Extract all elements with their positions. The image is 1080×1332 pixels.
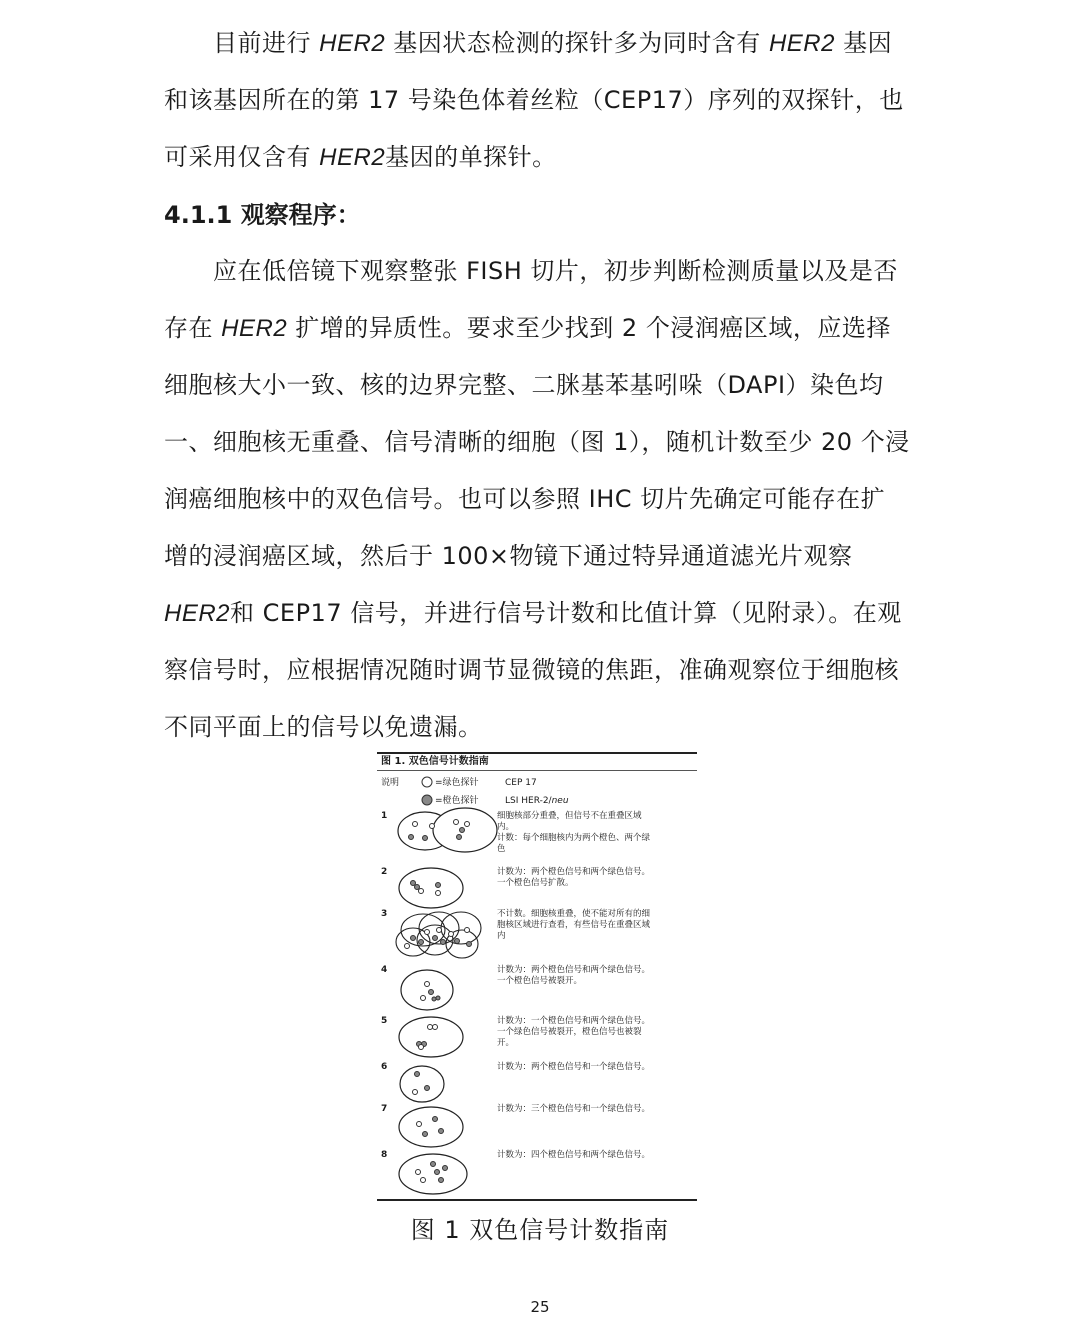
text-run: 细胞核大小一致、核的边界完整、二脒基苯基吲哚（DAPI）染色均 (164, 371, 884, 399)
description-line: 胞核区域进行查看，有些信号在重叠区域 (497, 920, 651, 930)
text-run: 基因 (834, 29, 893, 57)
text-line (164, 357, 924, 414)
text-run: 存在 (164, 314, 222, 342)
cell-diagram-5 (399, 1017, 463, 1057)
text-line (164, 471, 924, 528)
text-line (164, 243, 924, 300)
legend-orange-circle (422, 795, 432, 805)
text-run: 基因状态检测的探针多为同时含有 (385, 29, 769, 57)
figure-row-number: 7 (381, 1104, 388, 1114)
gene-name: HER2 (768, 30, 835, 57)
description-line: 计数为：两个橙色信号和一个绿色信号。 (497, 1062, 651, 1072)
text-line (164, 699, 924, 756)
legend-green-circle (422, 777, 432, 787)
cell-diagram-2 (399, 868, 463, 908)
legend-green-probe: CEP 17 (505, 778, 537, 788)
text-run: 润癌细胞核中的双色信号。也可以参照 IHC 切片先确定可能存在扩 (164, 485, 886, 513)
gene-name: HER2 (319, 144, 386, 171)
text-line (164, 15, 924, 72)
figure-row-description (497, 965, 697, 987)
figure-row-description (497, 1062, 697, 1073)
description-line: 计数：每个细胞核内为两个橙色、两个绿 (497, 833, 651, 843)
description-line: 计数为：三个橙色信号和一个绿色信号。 (497, 1104, 651, 1114)
figure-row-number: 4 (381, 965, 388, 975)
text-line (164, 300, 924, 357)
cell-diagram-7 (399, 1107, 463, 1147)
description-line: 计数为：一个橙色信号和两个绿色信号。 (497, 1016, 651, 1026)
text-line (164, 528, 924, 585)
text-run: 目前进行 (164, 29, 320, 57)
legend-green-symbol: =绿色探针 (435, 778, 479, 788)
section-heading: 4.1.1 观察程序： (164, 201, 361, 229)
text-run: 和 CEP17 信号，并进行信号计数和比值计算（见附录）。在观 (230, 599, 902, 627)
text-line (164, 129, 924, 186)
text-run: 扩增的异质性。要求至少找到 2 个浸润癌区域，应选择 (287, 314, 891, 342)
figure-caption: 图 1 双色信号计数指南 (410, 1216, 670, 1244)
description-line: 细胞核部分重叠，但信号不在重叠区域 (497, 811, 642, 821)
cell-diagram-6 (400, 1066, 444, 1102)
paragraph-her2-probes (164, 15, 924, 186)
figure-row-number: 1 (381, 811, 388, 821)
figure-row-description (497, 909, 697, 942)
gene-name: HER2 (221, 315, 288, 342)
cell-diagram-8 (399, 1154, 467, 1194)
text-run: 不同平面上的信号以免遗漏。 (164, 713, 483, 741)
text-run: 应在低倍镜下观察整张 FISH 切片，初步判断检测质量以及是否 (164, 257, 898, 285)
description-line: 计数为：两个橙色信号和两个绿色信号。 (497, 965, 651, 975)
figure-dual-color-signal-guide (377, 752, 697, 1201)
figure-row-description (497, 1104, 697, 1115)
description-line: 一个橙色信号扩散。 (497, 878, 574, 888)
figure-row-description (497, 1150, 697, 1161)
text-run: 和该基因所在的第 17 号染色体着丝粒（CEP17）序列的双探针，也 (164, 86, 904, 114)
description-line: 不计数。细胞核重叠，使不能对所有的细 (497, 909, 651, 919)
text-line (164, 642, 924, 699)
description-line: 内。 (497, 822, 515, 832)
description-line: 一个绿色信号被裂开，橙色信号也被裂 (497, 1027, 642, 1037)
description-line: 一个橙色信号被裂开。 (497, 976, 583, 986)
cell-diagram-1 (398, 808, 497, 852)
legend-label: 说明 (381, 778, 400, 788)
figure-row-number: 6 (381, 1062, 388, 1072)
cell-diagram-3 (396, 912, 481, 958)
figure-row-number: 5 (381, 1016, 388, 1026)
paragraph-observation-procedure (164, 243, 924, 756)
text-run: 察信号时，应根据情况随时调节显微镜的焦距，准确观察位于细胞核 (164, 656, 899, 684)
description-line: 内 (497, 931, 506, 941)
figure-row-description (497, 811, 697, 855)
figure-row-number: 2 (381, 867, 388, 877)
description-line: 计数为：两个橙色信号和两个绿色信号。 (497, 867, 651, 877)
description-line: 色 (497, 844, 506, 854)
figure-row-number: 8 (381, 1150, 388, 1160)
figure-row-number: 3 (381, 909, 388, 919)
text-line (164, 585, 924, 642)
text-run: 一、细胞核无重叠、信号清晰的细胞（图 1），随机计数至少 20 个浸 (164, 428, 910, 456)
text-line (164, 414, 924, 471)
cell-diagram-4 (401, 970, 453, 1010)
description-line: 开。 (497, 1038, 515, 1048)
text-line (164, 72, 924, 129)
description-line: 计数为：四个橙色信号和两个绿色信号。 (497, 1150, 651, 1160)
text-run: 可采用仅含有 (164, 143, 320, 171)
gene-name: HER2 (164, 600, 231, 627)
figure-bottom-rule (377, 1199, 697, 1201)
legend-orange-probe: LSI HER-2/neu (505, 796, 569, 806)
text-run: 基因的单探针。 (385, 143, 557, 171)
figure-row-description (497, 1016, 697, 1049)
page-number: 25 (530, 1298, 550, 1316)
gene-name: HER2 (319, 30, 386, 57)
text-run: 增的浸润癌区域，然后于 100×物镜下通过特异通道滤光片观察 (164, 542, 853, 570)
figure-title: 图 1. 双色信号计数指南 (381, 756, 489, 767)
figure-row-description (497, 867, 697, 889)
legend-orange-symbol: =橙色探针 (435, 796, 479, 806)
